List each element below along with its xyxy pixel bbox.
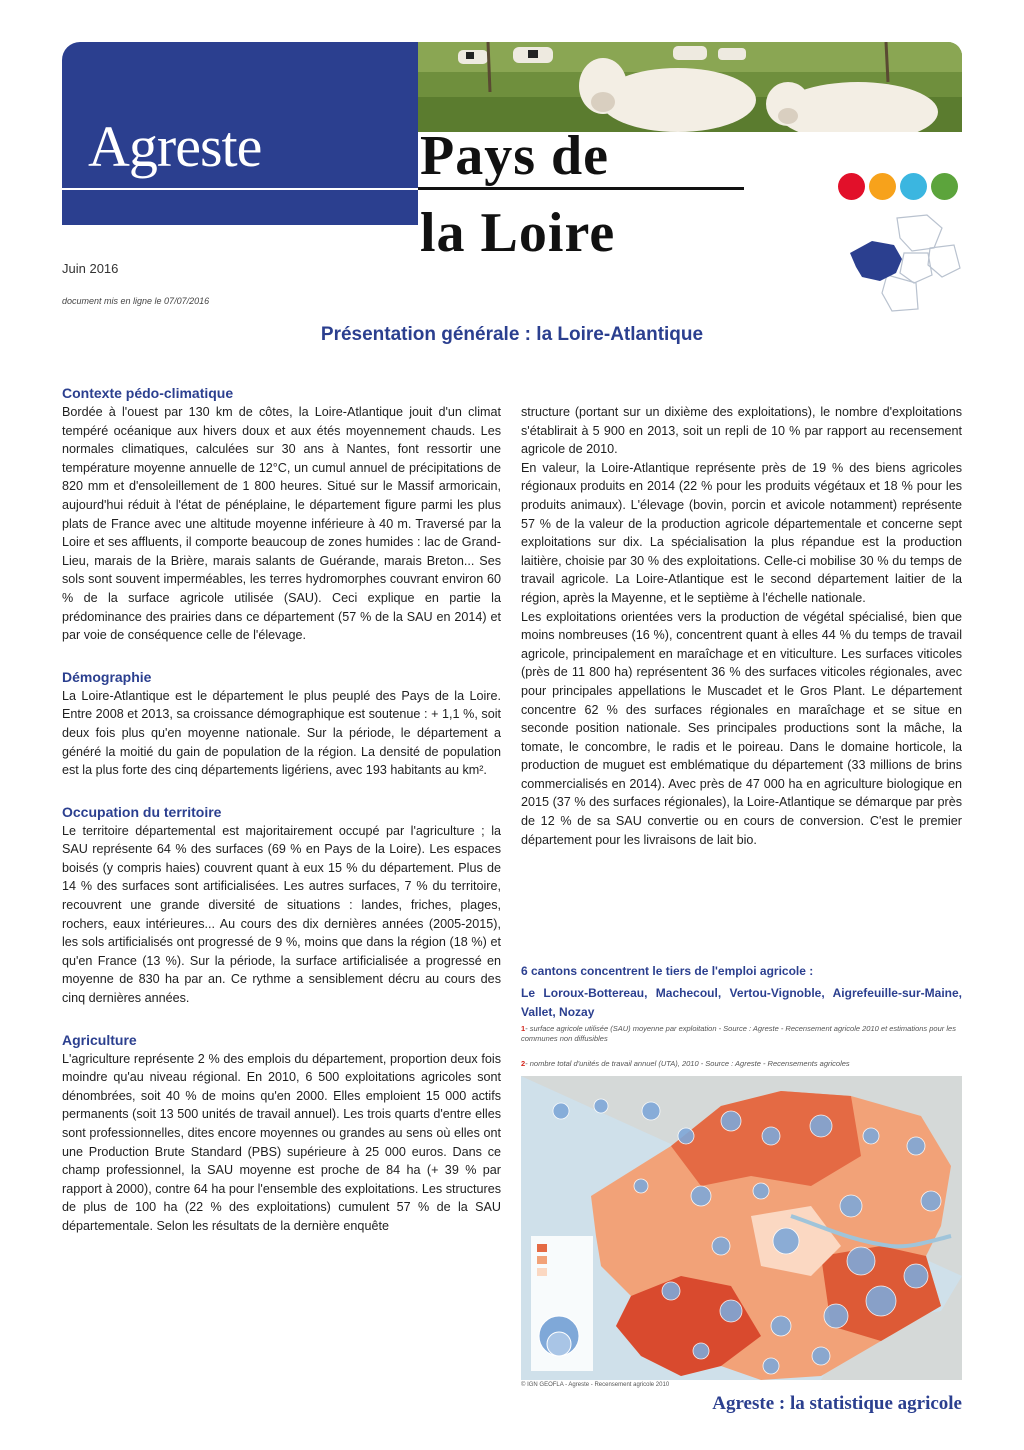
map-legend-2 [521, 1059, 962, 1069]
loire-atlantique-map [521, 1076, 962, 1380]
footer-tagline: Agreste : la statistique agricole [712, 1393, 962, 1414]
section-heading-contexte: Contexte pédo-climatique [62, 385, 234, 401]
brand-logo-text: Agreste [88, 114, 262, 179]
orange-dot-icon [869, 173, 896, 200]
section-heading-occupation: Occupation du territoire [62, 803, 222, 820]
legend-2-text: - nombre total d'unités de travail annuel (UTA), 2010 - Source : Agreste - Recensements agricoles [525, 1059, 850, 1068]
region-title-rule [418, 187, 744, 190]
section-text-occupation: Le territoire départemental est majoritairement occupé par l'agriculture ; la SAU représente 64 % des surfaces (69 % en Pays de la Loire). Les espaces boisés (y compris haies) couvrent quant à eux 15 % du département. Plus de 14 % des surfaces sont artificialisées. Les autres surfaces, 7 % du territoire, recouvrent une grande diversité de situations : landes, friches, plages, rochers, eaux intérieures... Au cours des dix dernières années (2005-2015), les sols artificialisés ont progressé de 9 %, moins que dans la région (18 %) et qu'en France (13 %). Sur la période, la surface artificialisée a progressé en moyenne de 830 ha par an. Ce rythme a sensiblement décru au cours des cinq dernières années. [62, 823, 501, 1006]
publication-date: Juin 2016 [62, 261, 119, 276]
region-title-line-2: la Loire [420, 202, 616, 264]
map-cantons-list: Le Loroux-Bottereau, Machecoul, Vertou-Vignoble, Aigrefeuille-sur-Maine, Vallet, Nozay [521, 986, 962, 1019]
legend-1-number: 1 [521, 1024, 526, 1033]
legend-1-text: - surface agricole utilisée (SAU) moyenne par exploitation - Source : Agreste - Recensement agricole 2010 et estimations pour les communes non diffusibles [521, 1024, 956, 1043]
section-text-contexte: Bordée à l'ouest par 130 km de côtes, la Loire-Atlantique jouit d'un climat tempéré océanique aux hivers doux et aux étés moyennement chauds. Les normales climatiques, calculées sur 30 ans à Nantes, font ressortir une température moyenne annuelle de 12°C, un cumul annuel de précipitations de 820 mm et d'ensoleillement de 1 800 heures. Situé sur le Massif armoricain, aujourd'hui réduit à l'état de pénéplaine, le département figure parmi les plus plats de France avec une altitude moyenne inférieure à 40 m. Traversé par la Loire et ses affluents, il comporte beaucoup de zones humides : lac de Grand-Lieu, marais de la Brière, marais salants de Guérande, marais Breton... Ses sols sont souvent imperméables, les terres hydromorphes couvrant environ 60 % de la surface agricole utilisée (SAU). Ceci explique en partie la prédominance des prairies dans ce département (57 % de la SAU en 2014) et par voie de conséquence celle de l'élevage. [62, 405, 501, 643]
region-title-line-1: Pays de [420, 125, 609, 187]
page-title: Présentation générale : la Loire-Atlantique [320, 324, 704, 345]
map-credit: © IGN GEOFLA - Agreste - Recensement agricole 2010 [521, 1382, 670, 1388]
map-legend-1 [521, 1024, 962, 1044]
right-paragraph-1: structure (portant sur un dixième des exploitations), le nombre d'exploitations s'établirait à 5 900 en 2013, soit un repli de 10 % par rapport au recensement agricole de 2010. [521, 405, 962, 457]
red-dot-icon [838, 173, 865, 200]
section-heading-agriculture: Agriculture [62, 1031, 137, 1048]
online-date-note: document mis en ligne le 07/07/2016 [62, 296, 210, 306]
map-title: 6 cantons concentrent le tiers de l'emploi agricole : [521, 964, 814, 978]
right-column [521, 403, 962, 849]
cyan-dot-icon [900, 173, 927, 200]
brand-underline [62, 188, 418, 190]
legend-2-number: 2 [521, 1059, 526, 1068]
section-text-agriculture: L'agriculture représente 2 % des emplois du département, proportion deux fois moindre qu'au niveau régional. En 2010, 6 500 exploitations agricoles sont dénombrées, soit 40 % de moins qu'en 2000. Elles emploient 15 000 actifs permanents (soit 13 500 unités de travail annuel). Les trois quarts d'entre elles sont professionnelles, dites encore moyennes ou grandes au sens où elles ont une Production Brute Standard (PBS) supérieure à 25 000 euros. Dans ce champ professionnel, la SAU moyenne est proche de 84 ha (+ 39 % par rapport à 2000), contre 64 ha pour l'ensemble des exploitations. Les structures de plus de 100 ha (22 % des exploitations) cumulent 57 % de la SAU départementale. Selon les résultats de la dernière enquête [62, 1051, 501, 1233]
right-paragraph-2: En valeur, la Loire-Atlantique représente près de 19 % des biens agricoles régionaux produits en 2014 (22 % pour les produits végétaux et 18 % pour les produits animaux). L'élevage (bovin, porcin et avicole notamment) représente 57 % de la valeur de la production agricole départementale et concerne sept exploitations sur dix. La spécialisation la plus répandue est la production laitière, choisie par 30 % des exploitations. Celle-ci mobilise 30 % du temps de travail agricole. La Loire-Atlantique est le second département laitier de la région, après la Mayenne, et le septième à l'échelle nationale. [521, 460, 962, 605]
section-heading-demographie: Démographie [62, 668, 152, 685]
header-photo-cows [418, 42, 962, 132]
right-paragraph-3: Les exploitations orientées vers la production de végétal spécialisé, bien que moins nombreuses (16 %), concentrent quant à elles 44 % du temps de travail agricole, principalement en maraîchage et en viticulture. Les surfaces viticoles (près de 11 800 ha) représentent 36 % des surfaces viticoles régionales, avec pour principales appellations le Muscadet et le Gros Plant. Le département concentre 62 % des surfaces régionales en maraîchage et se situe en seconde position nationale. Ses principales productions sont la mâche, la tomate, le concombre, le radis et le poireau. Dans le domaine horticole, la production de muguet est emblématique du département (33 millions de brins commercialisés en 2014). Avec près de 47 000 ha en agriculture biologique en 2015 (37 % des surfaces régionales), la Loire-Atlantique se démarque par près de 12 % de sa SAU convertie ou en cours de conversion. C'est le premier département pour les livraisons de lait bio. [521, 609, 962, 847]
region-locator-map [842, 213, 962, 313]
left-column [62, 383, 501, 1236]
section-text-demographie: La Loire-Atlantique est le département le plus peuplé des Pays de la Loire. Entre 2008 et 2013, sa croissance démographique est soutenue : + 1,1 %, soit deux fois plus qu'en moyenne nationale. Sur la période, le département a généré la moitié du gain de population de la région. La densité de population est la plus forte des cinq départements ligériens, avec 193 habitants au km². [62, 688, 501, 778]
green-dot-icon [931, 173, 958, 200]
